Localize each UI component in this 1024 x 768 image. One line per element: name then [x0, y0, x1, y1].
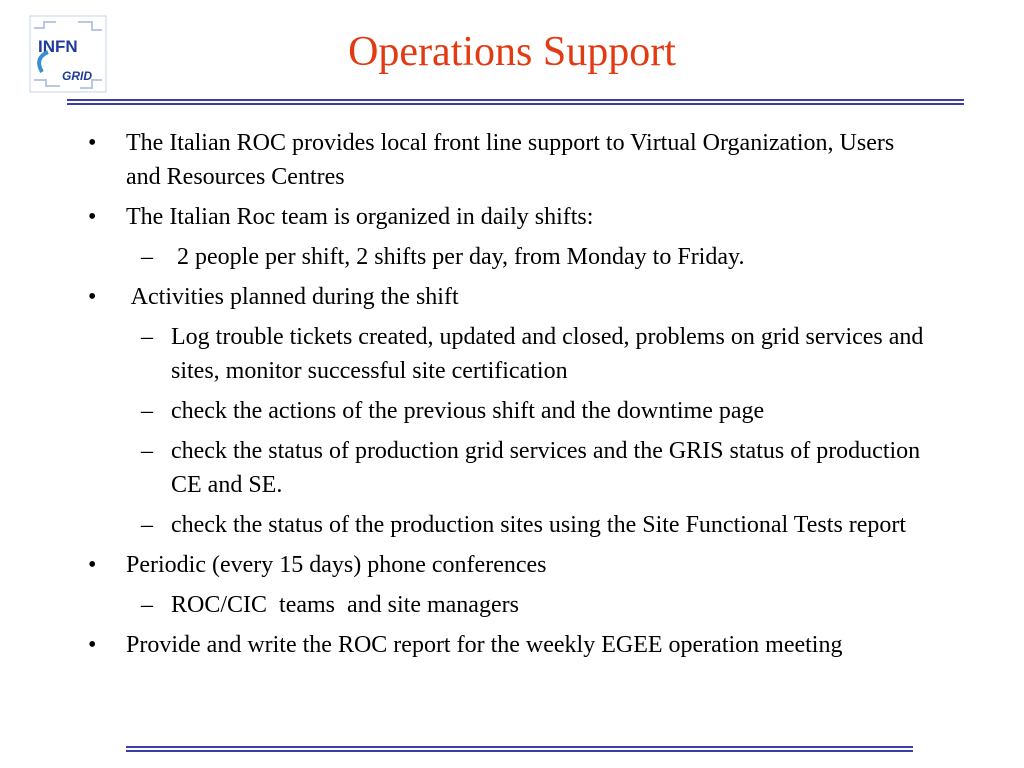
- list-item: [0, 126, 926, 194]
- title-divider-line-2: [67, 103, 964, 105]
- list-item: [0, 200, 926, 234]
- dash-marker: –: [141, 438, 153, 464]
- list-item-text: The Italian Roc team is organized in daily shifts:: [126, 204, 594, 230]
- dash-marker: –: [141, 398, 153, 424]
- list-item-text: Provide and write the ROC report for the weekly EGEE operation meeting: [126, 632, 843, 658]
- list-item-text: Periodic (every 15 days) phone conferences: [126, 552, 547, 578]
- title-divider-line: [67, 99, 964, 101]
- dash-marker: –: [141, 244, 153, 270]
- list-item: [0, 588, 946, 622]
- dash-marker: –: [141, 324, 153, 350]
- bullet-marker: •: [88, 204, 97, 230]
- list-item-text: Activities planned during the shift: [126, 284, 459, 310]
- list-item: [0, 280, 926, 314]
- list-item: [0, 434, 946, 502]
- bullet-list: [0, 126, 1024, 668]
- bullet-marker: •: [88, 130, 97, 156]
- list-item-text: check the status of production grid services and the GRIS status of production CE and SE.: [171, 438, 921, 498]
- list-item: [0, 548, 926, 582]
- list-item-text: check the actions of the previous shift and the downtime page: [171, 398, 765, 424]
- list-item: [0, 394, 946, 428]
- dash-marker: –: [141, 512, 153, 538]
- list-item: [0, 628, 926, 662]
- bullet-marker: •: [88, 284, 97, 310]
- list-item-text: Log trouble tickets created, updated and closed, problems on grid services and sites, monitor successful site certification: [171, 324, 924, 384]
- list-item-text: ROC/CIC teams and site managers: [171, 592, 519, 618]
- logo-infn-text: INFN: [38, 37, 78, 56]
- list-item: [0, 320, 946, 388]
- footer-divider-line-2: [126, 750, 913, 752]
- logo-grid-text: GRID: [62, 69, 92, 83]
- list-item: [0, 508, 946, 542]
- dash-marker: –: [141, 592, 153, 618]
- bullet-marker: •: [88, 632, 97, 658]
- slide-title: Operations Support: [348, 29, 676, 75]
- list-item-text: The Italian ROC provides local front line support to Virtual Organization, Users and Resources Centres: [126, 130, 895, 190]
- bullet-marker: •: [88, 552, 97, 578]
- list-item: [0, 240, 946, 274]
- footer-divider-line: [126, 746, 913, 748]
- list-item-text: 2 people per shift, 2 shifts per day, from Monday to Friday.: [171, 244, 745, 270]
- list-item-text: check the status of the production sites using the Site Functional Tests report: [171, 512, 907, 538]
